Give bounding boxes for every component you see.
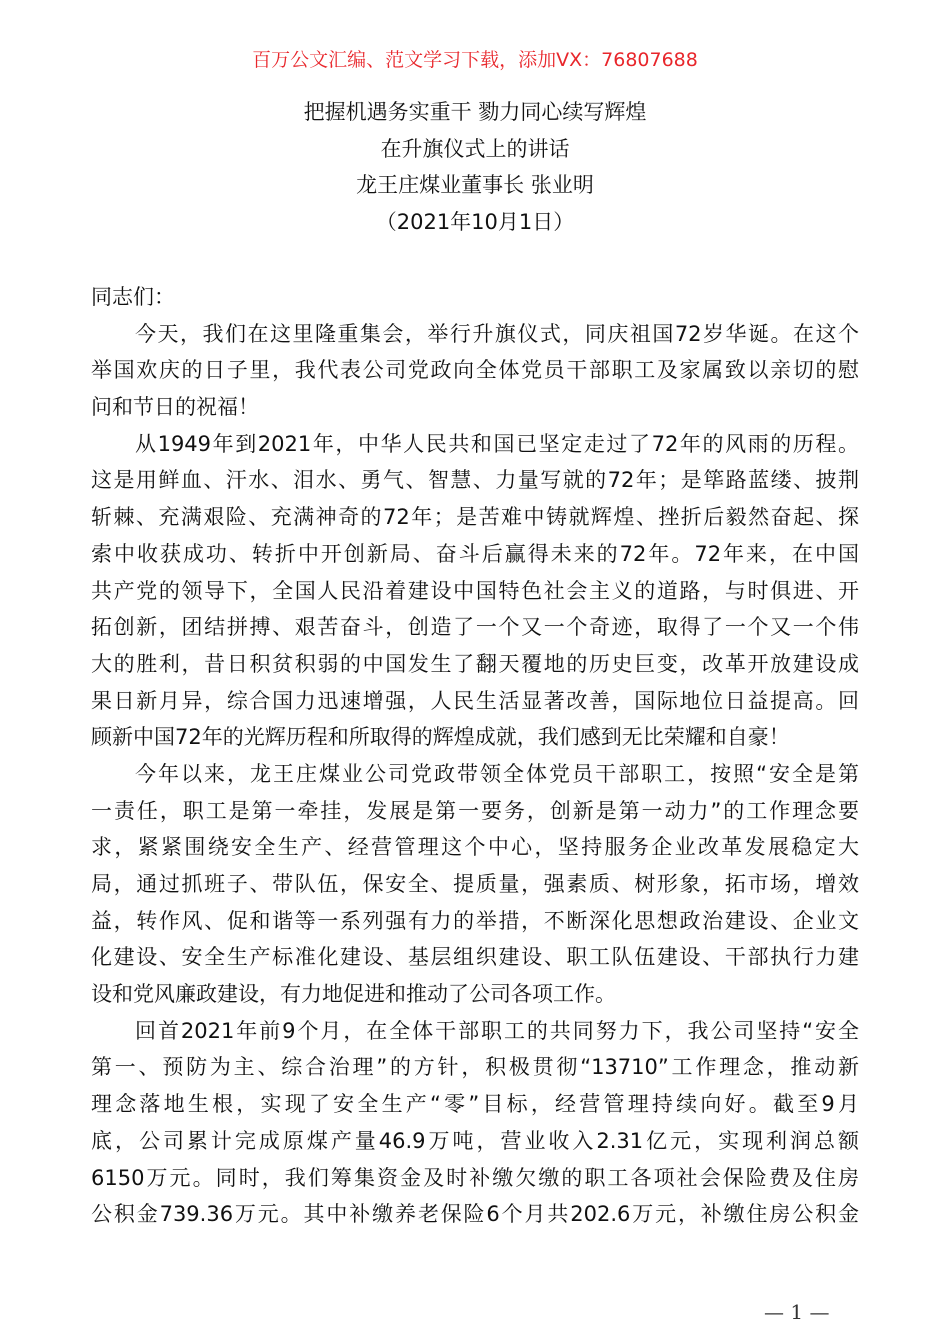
watermark-banner: 百万公文汇编、范文学习下载，添加VX：76807688 (252, 49, 698, 71)
paragraph-line: 大的胜利，昔日积贫积弱的中国发生了翻天覆地的历史巨变，改革开放建设成 (91, 651, 859, 676)
paragraph (91, 759, 859, 1016)
paragraph-line: 求，紧紧围绕安全生产、经营管理这个中心，坚持服务企业改革发展稳定大 (91, 835, 859, 860)
paragraph-line: 问和节日的祝福！ (91, 395, 259, 420)
paragraph-line: 今年以来，龙王庄煤业公司党政带领全体党员干部职工，按照“安全是第 (135, 761, 859, 786)
paragraph-line: 回首2021年前9个月，在全体干部职工的共同努力下，我公司坚持“安全 (135, 1018, 859, 1043)
paragraph-line: 设和党风廉政建设，有力地促进和推动了公司各项工作。 (91, 982, 616, 1007)
paragraph-line: 今天，我们在这里隆重集会，举行升旗仪式，同庆祖国72岁华诞。在这个 (135, 321, 859, 346)
paragraph-line: 索中收获成功、转折中开创新局、奋斗后赢得未来的72年。72年来，在中国 (91, 541, 859, 566)
paragraph-line: 果日新月异，综合国力迅速增强，人民生活显著改善，国际地位日益提高。回 (91, 688, 859, 713)
paragraph-line: 化建设、安全生产标准化建设、基层组织建设、职工队伍建设、干部执行力建 (91, 945, 859, 970)
document-subtitle: 在升旗仪式上的讲话 (380, 137, 570, 161)
paragraph-line: 益，转作风、促和谐等一系列强有力的举措，不断深化思想政治建设、企业文 (91, 908, 859, 933)
paragraph-line: 第一、预防为主、综合治理”的方针，积极贯彻“13710”工作理念，推动新 (91, 1055, 859, 1080)
paragraph-line: 拓创新，团结拼搏、艰苦奋斗，创造了一个又一个奇迹，取得了一个又一个伟 (91, 615, 859, 640)
paragraph (91, 319, 859, 429)
paragraph-line: 顾新中国72年的光辉历程和所取得的辉煌成就，我们感到无比荣耀和自豪！ (91, 725, 790, 750)
paragraph-line: 理念落地生根，实现了安全生产“零”目标，经营管理持续向好。截至9月 (91, 1092, 859, 1117)
paragraph-line: 斩棘、充满艰险、充满神奇的72年；是苦难中铸就辉煌、挫折后毅然奋起、探 (91, 505, 859, 530)
paragraph-line: 共产党的领导下，全国人民沿着建设中国特色社会主义的道路，与时俱进、开 (91, 578, 859, 603)
paragraph (91, 429, 859, 759)
paragraph-line: 这是用鲜血、汗水、泪水、勇气、智慧、力量写就的72年；是筚路蓝缕、披荆 (91, 468, 859, 493)
paragraph-line: 举国欢庆的日子里，我代表公司党政向全体党员干部职工及家属致以亲切的慰 (91, 358, 859, 383)
paragraph-line: 底，公司累计完成原煤产量46.9万吨，营业收入2.31亿元，实现利润总额 (91, 1128, 859, 1153)
page-number: — 1 — (764, 1300, 830, 1324)
salutation: 同志们： (91, 285, 175, 309)
document-body (91, 282, 859, 1236)
paragraph-line: 局，通过抓班子、带队伍，保安全、提质量，强素质、树形象，拓市场，增效 (91, 872, 859, 896)
paragraph-line: 公积金739.36万元。其中补缴养老保险6个月共202.6万元，补缴住房公积金 (91, 1202, 859, 1227)
speech-date: （2021年10月1日） (375, 210, 575, 234)
paragraph-line: 从1949年到2021年，中华人民共和国已坚定走过了72年的风雨的历程。 (135, 431, 859, 456)
paragraph-line: 一责任，职工是第一牵挂，发展是第一要务，创新是第一动力”的工作理念要 (91, 798, 859, 823)
paragraph (91, 1016, 859, 1236)
speaker-line: 龙王庄煤业董事长 张业明 (356, 173, 594, 197)
document-title: 把握机遇务实重干 勠力同心续写辉煌 (303, 100, 647, 124)
paragraph-line: 6150万元。同时，我们筹集资金及时补缴欠缴的职工各项社会保险费及住房 (91, 1165, 859, 1190)
